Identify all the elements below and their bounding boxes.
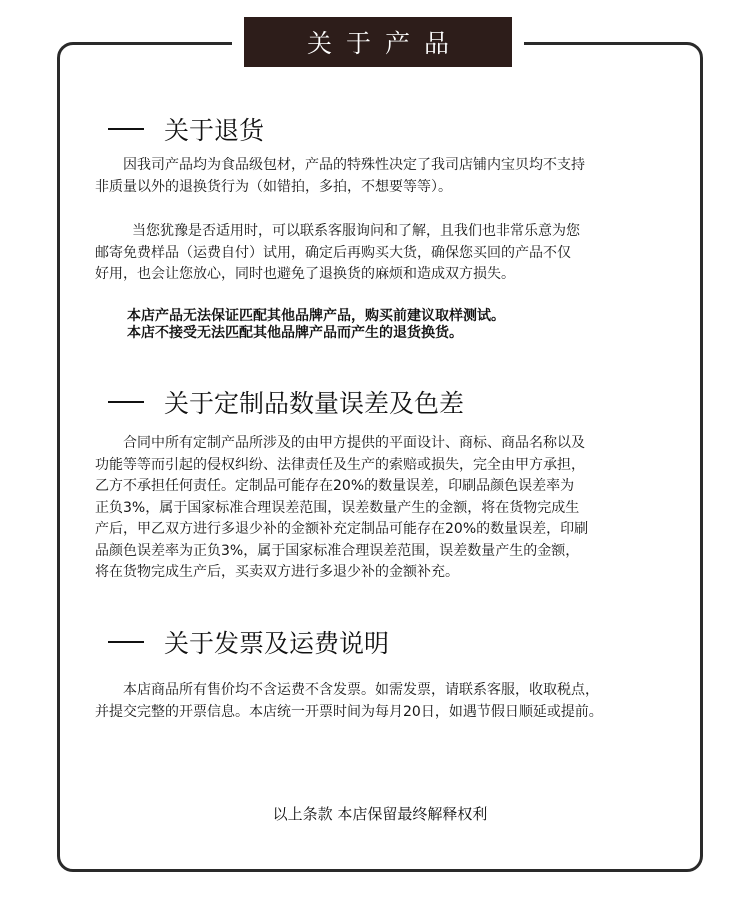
custom-paragraph-line: 功能等等而引起的侵权纠纷、法律责任及生产的索赔或损失，完全由甲方承担， — [95, 456, 585, 473]
returns-paragraph-2 — [95, 221, 685, 286]
page-title-banner — [244, 17, 512, 67]
custom-paragraph-line: 将在货物完成生产后，买卖双方进行多退少补的金额补充。 — [95, 564, 459, 580]
returns-paragraph-1-line: 因我司产品均为食品级包材，产品的特殊性决定了我司店铺内宝贝均不支持 — [123, 157, 585, 173]
returns-notice-line: 本店产品无法保证匹配其他品牌产品，购买前建议取样测试。 — [127, 308, 505, 324]
footer-note: 以上条款 本店保留最终解释权利 — [272, 805, 488, 823]
custom-paragraph-line: 品颜色误差率为正负3%，属于国家标准合理误差范围，误差数量产生的金额， — [95, 542, 580, 559]
custom-paragraph-line: 乙方不承担任何责任。定制品可能存在20%的数量误差，印刷品颜色误差率为 — [95, 478, 575, 494]
returns-paragraph-1-line: 非质量以外的退换货行为（如错拍，多拍，不想要等等）。 — [95, 178, 452, 195]
invoice-paragraph — [95, 680, 685, 723]
custom-paragraph-line: 正负3%，属于国家标准合理误差范围，误差数量产生的金额，将在货物完成生 — [95, 499, 580, 516]
heading-dash — [108, 641, 144, 643]
section-heading-custom — [108, 384, 464, 420]
invoice-paragraph-line: 并提交完整的开票信息。本店统一开票时间为每月20日，如遇节假日顺延或提前。 — [95, 703, 603, 720]
returns-paragraph-2-line: 邮寄免费样品（运费自付）试用，确定后再购买大货，确保您买回的产品不仅 — [95, 244, 571, 261]
returns-paragraph-2-line: 当您犹豫是否适用时，可以联系客服询问和了解，且我们也非常乐意为您 — [132, 223, 580, 239]
section-heading-returns — [108, 111, 264, 147]
heading-dash — [108, 401, 144, 403]
returns-notice — [127, 308, 687, 342]
custom-paragraph-line: 合同中所有定制产品所涉及的由甲方提供的平面设计、商标、商品名称以及 — [123, 435, 585, 451]
section-heading-returns-text: 关于退货 — [164, 116, 265, 145]
custom-paragraph-line: 产后，甲乙双方进行多退少补的金额补充定制品可能存在20%的数量误差，印刷 — [95, 521, 589, 537]
returns-paragraph-2-line: 好用，也会让您放心，同时也避免了退换货的麻烦和造成双方损失。 — [95, 266, 515, 282]
invoice-paragraph-line: 本店商品所有售价均不含运费不含发票。如需发票，请联系客服，收取税点， — [123, 682, 599, 698]
section-heading-custom-text: 关于定制品数量误差及色差 — [164, 389, 465, 418]
section-heading-invoice — [108, 624, 389, 660]
heading-dash — [108, 128, 144, 130]
section-heading-invoice-text: 关于发票及运费说明 — [164, 629, 390, 658]
returns-notice-line: 本店不接受无法匹配其他品牌产品而产生的退货换货。 — [127, 325, 463, 341]
custom-paragraph — [95, 433, 685, 584]
page-title: 关于产品 — [306, 29, 463, 58]
returns-paragraph-1 — [95, 155, 685, 198]
